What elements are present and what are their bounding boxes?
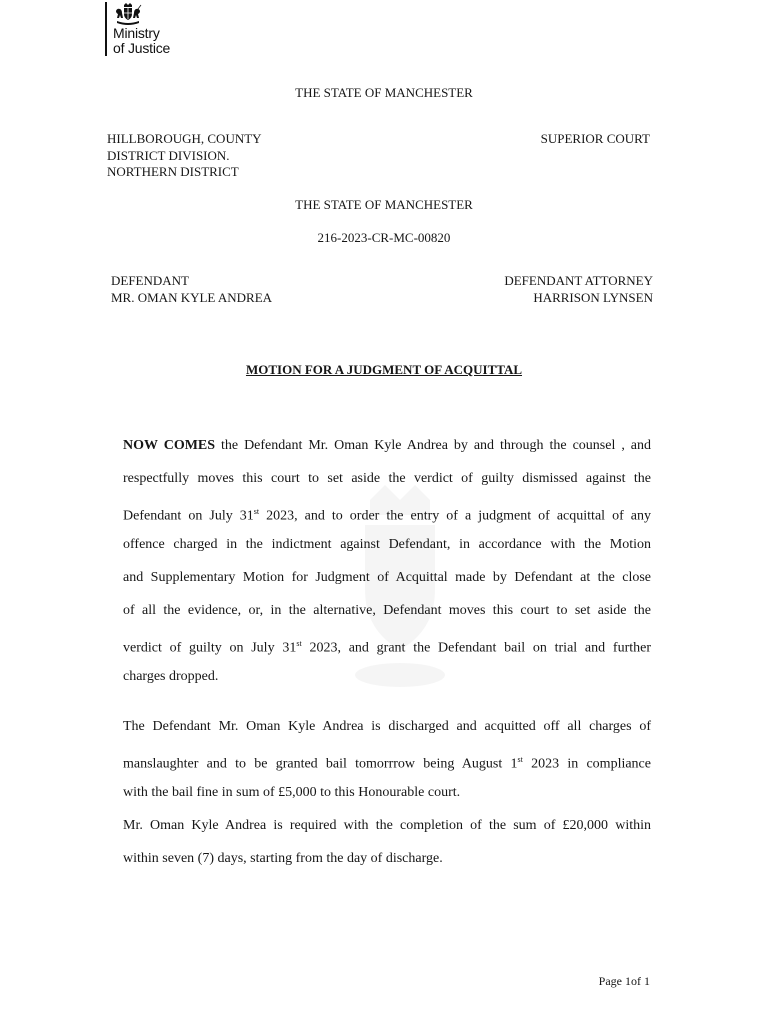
paragraph-1-line-1 [123,437,651,455]
page-number: Page 1of 1 [598,974,650,988]
paragraph-1-line-6: of all the evidence, or, in the alternative, Defendant moves this court to set aside the [123,603,651,618]
ordinal-suffix: st [253,507,260,516]
case-number: 216-2023-CR-MC-00820 [317,230,451,245]
paragraph-1-line-1-text: the Defendant Mr. Oman Kyle Andrea by and through the counsel , and [215,438,651,453]
paragraph-2-line-3: with the bail fine in sum of £5,000 to this Honourable court. [123,785,461,800]
paragraph-2-line-1: The Defendant Mr. Oman Kyle Andrea is discharged and acquitted off all charges of [123,719,651,734]
now-comes-lead: NOW COMES [123,438,216,453]
paragraph-2-line-4: Mr. Oman Kyle Andrea is required with the completion of the sum of £20,000 within [123,818,651,833]
paragraph-1-line-8: charges dropped. [123,669,219,684]
paragraph-2-line-2-b: 2023 in compliance [522,756,651,772]
attorney-name: HARRISON LYNSEN [533,290,653,305]
county-line-1: HILLBOROUGH, COUNTY [107,131,262,146]
paragraph-1-line-2: respectfully moves this court to set aside the verdict of guilty dismissed against the [123,471,651,486]
logo-divider [105,2,107,56]
defendant-name: MR. OMAN KYLE ANDREA [111,290,273,305]
ministry-name-line1: Ministry [113,25,160,41]
paragraph-1-line-7-b: 2023, and grant the Defendant bail on trial and further [301,640,651,656]
paragraph-2-line-2-a: manslaughter and to be granted bail tomorrrow being August 1 [123,756,518,772]
paragraph-1-line-7 [123,635,651,658]
court-name: SUPERIOR COURT [540,131,650,146]
ministry-name-line2: of Justice [113,40,171,56]
paragraph-1-line-5: and Supplementary Motion for Judgment of Acquittal made by Defendant at the close [123,570,651,585]
county-line-2: DISTRICT DIVISION. [107,148,230,163]
document-title: MOTION FOR A JUDGMENT OF ACQUITTAL [245,362,523,377]
ordinal-suffix: st [517,755,523,764]
ministry-of-justice-logo [105,0,225,58]
attorney-label: DEFENDANT ATTORNEY [504,273,653,288]
paragraph-2-line-5: within seven (7) days, starting from the day of discharge. [123,851,443,866]
paragraph-1-line-4: offence charged in the indictment against Defendant, in accordance with the Motion [123,537,651,552]
ministry-name [113,26,170,56]
state-heading-top: THE STATE OF MANCHESTER [295,85,473,100]
royal-crest-icon [113,2,143,26]
ordinal-suffix: st [296,639,302,648]
paragraph-1-line-7-a: verdict of guilty on July 31 [123,640,297,656]
county-line-3: NORTHERN DISTRICT [107,164,239,179]
paragraph-2-line-2 [123,751,651,774]
paragraph-1-line-3-a: Defendant on July 31 [123,508,254,524]
paragraph-1-line-3-b: 2023, and to order the entry of a judgment of acquittal of any [259,508,651,524]
state-heading-mid: THE STATE OF MANCHESTER [295,197,473,212]
defendant-label: DEFENDANT [111,273,189,288]
paragraph-1-line-3 [123,503,651,526]
